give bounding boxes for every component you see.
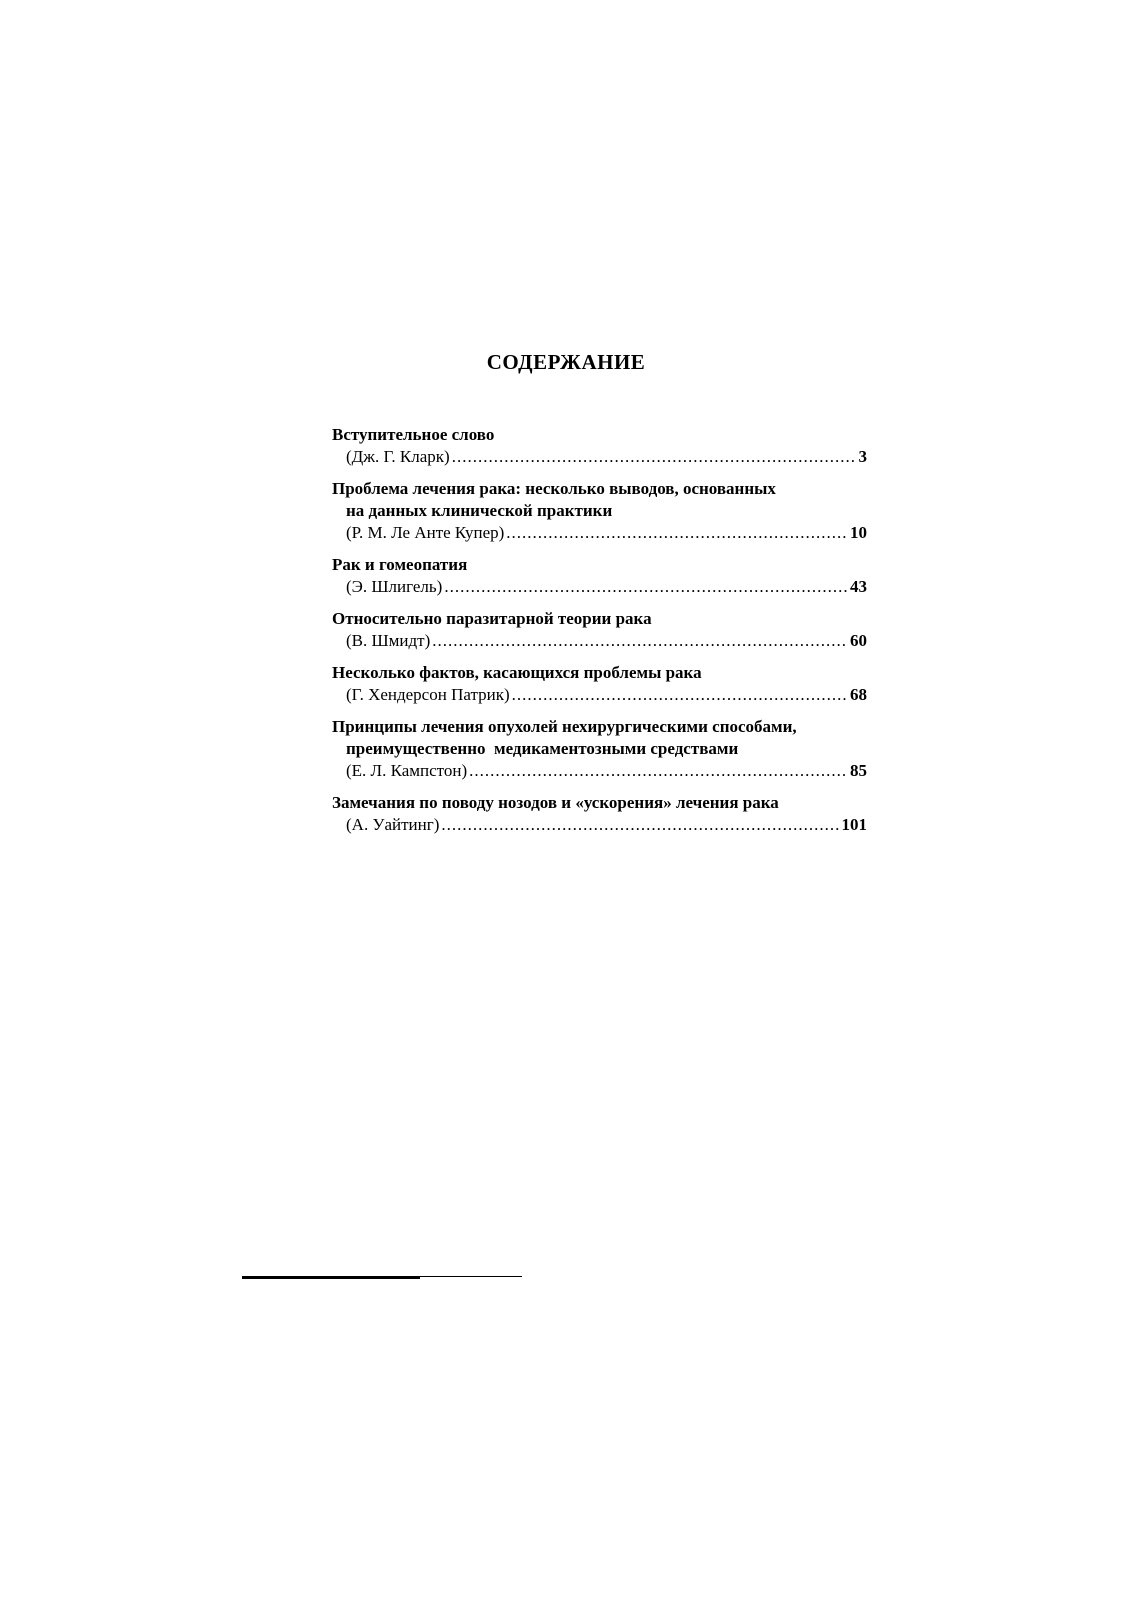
toc-entry-author: (Е. Л. Кампстон) [346,761,468,780]
toc-entry-title: Замечания по поводу нозодов и «ускорения» лечения рака [332,793,779,812]
toc-entry[interactable] [332,792,867,836]
toc-entry-author-row [332,630,867,652]
toc-entry-title: Несколько фактов, касающихся проблемы рака [332,663,702,682]
toc-entry-title-continuation: на данных клинической практики [346,501,613,520]
footnote-rule-thin-segment [420,1276,522,1277]
toc-entry-title: Вступительное слово [332,425,495,444]
toc-dot-leader [469,760,848,782]
page-title: СОДЕРЖАНИЕ [486,350,646,374]
toc-page-number: 68 [850,685,867,704]
toc-entry[interactable] [332,478,867,544]
toc-entry-title: Принципы лечения опухолей нехирургическими способами, [332,717,797,736]
toc-entry[interactable] [332,662,867,706]
toc-entry-title: Проблема лечения рака: несколько выводов, основанных [332,479,776,498]
toc-page-number: 3 [858,447,867,466]
toc-entry[interactable] [332,554,867,598]
toc-entry-title: Относительно паразитарной теории рака [332,609,652,628]
toc-entry-author: (А. Уайтинг) [346,815,440,834]
toc-entry[interactable] [332,608,867,652]
toc-dot-leader [441,814,839,836]
toc-dot-leader [506,522,848,544]
footnote-rule-thick-segment [242,1276,420,1279]
toc-page-number: 10 [850,523,867,542]
footnote-separator-rule [242,1276,522,1280]
toc-dot-leader [512,684,848,706]
toc-dot-leader [432,630,848,652]
toc-entry-author-row [332,760,867,782]
toc-entry-author: (Дж. Г. Кларк) [346,447,450,466]
toc-page-number: 85 [850,761,867,780]
toc-entry-author: (Э. Шлигель) [346,577,443,596]
toc-entry[interactable] [332,424,867,468]
toc-entry-author-row [332,684,867,706]
toc-dot-leader [452,446,857,468]
toc-entry-title: Рак и гомеопатия [332,555,468,574]
toc-page-number: 60 [850,631,867,650]
toc-entry[interactable] [332,716,867,782]
toc-entry-author: (Р. М. Ле Анте Купер) [346,523,505,542]
toc-entry-title-continuation: преимущественно медикаментозными средствами [346,739,739,758]
toc-entry-author-row [332,446,867,468]
toc-entry-author-row [332,576,867,598]
toc-entry-author: (В. Шмидт) [346,631,431,650]
table-of-contents [332,424,867,846]
toc-page-number: 101 [841,815,867,834]
toc-dot-leader [444,576,848,598]
toc-page-number: 43 [850,577,867,596]
toc-entry-author-row [332,814,867,836]
toc-entry-author-row [332,522,867,544]
toc-entry-author: (Г. Хендерсон Патрик) [346,685,510,704]
